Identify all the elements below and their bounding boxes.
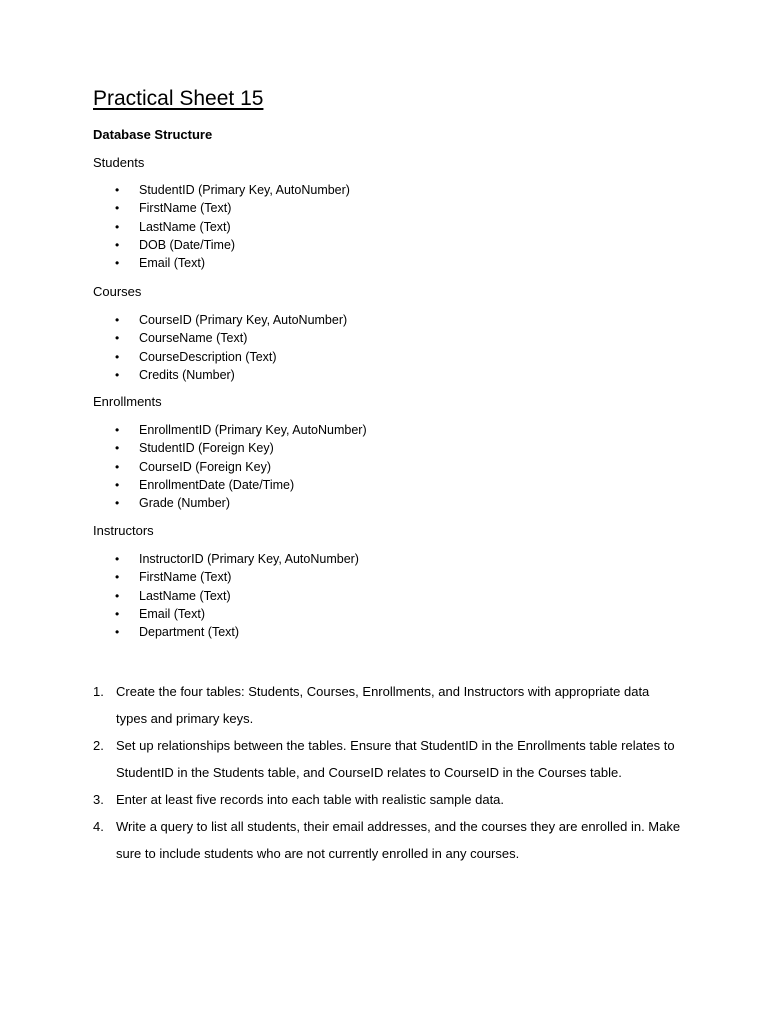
field-label: StudentID (Foreign Key) xyxy=(139,441,274,456)
field-label: LastName (Text) xyxy=(139,219,231,234)
list-item xyxy=(0,494,367,512)
field-list-students xyxy=(0,181,350,272)
bullet: • xyxy=(115,570,120,585)
bullet: • xyxy=(115,331,120,346)
field-label: Credits (Number) xyxy=(139,367,235,382)
field-label: LastName (Text) xyxy=(139,588,231,603)
list-item xyxy=(0,568,359,586)
bullet: • xyxy=(115,459,120,474)
task-text: Enter at least five records into each table with realistic sample data. xyxy=(116,792,505,807)
bullet: • xyxy=(115,201,120,216)
field-label: Email (Text) xyxy=(139,256,205,271)
field-label: CourseID (Primary Key, AutoNumber) xyxy=(139,313,348,327)
field-label: FirstName (Text) xyxy=(139,570,232,585)
field-list-enrollments xyxy=(0,421,367,512)
bullet: • xyxy=(115,256,120,271)
field-label: Department (Text) xyxy=(139,625,240,640)
task-item xyxy=(0,678,682,732)
task-number: 3. xyxy=(93,792,104,807)
table-name-enrollments: Enrollments xyxy=(93,394,162,409)
field-label: Grade (Number) xyxy=(139,496,230,511)
bullet: • xyxy=(115,423,120,437)
field-label: EnrollmentID (Primary Key, AutoNumber) xyxy=(139,423,367,437)
list-item xyxy=(0,550,359,568)
list-item xyxy=(0,348,347,366)
bullet: • xyxy=(115,552,120,566)
bullet: • xyxy=(115,183,120,197)
task-list xyxy=(0,678,768,867)
list-item xyxy=(0,439,367,457)
list-item xyxy=(0,587,359,605)
task-item xyxy=(0,786,682,813)
bullet: • xyxy=(115,496,120,511)
bullet: • xyxy=(115,606,120,621)
table-name-students: Students xyxy=(93,155,145,170)
field-label: CourseDescription (Text) xyxy=(139,349,277,364)
bullet: • xyxy=(115,588,120,603)
list-item xyxy=(0,476,367,494)
field-label: Email (Text) xyxy=(139,606,205,621)
field-label: CourseName (Text) xyxy=(139,331,248,346)
list-item xyxy=(0,311,347,329)
list-item xyxy=(0,458,367,476)
field-label: InstructorID (Primary Key, AutoNumber) xyxy=(139,552,359,566)
list-item xyxy=(0,254,350,272)
bullet: • xyxy=(115,237,120,252)
section-heading: Database Structure xyxy=(93,127,213,142)
page-title: Practical Sheet 15 xyxy=(93,87,264,110)
bullet: • xyxy=(115,367,120,382)
field-label: FirstName (Text) xyxy=(139,201,232,216)
list-item xyxy=(0,329,347,347)
task-item xyxy=(0,732,682,786)
bullet: • xyxy=(115,313,120,327)
task-number: 1. xyxy=(93,684,104,699)
field-list-courses xyxy=(0,311,347,384)
task-text: Set up relationships between the tables. Ensure that StudentID in the Enrollments table relates to StudentID in the Students table, and CourseID relates to CourseID in the Courses table. xyxy=(116,738,675,780)
list-item xyxy=(0,366,347,384)
field-list-instructors xyxy=(0,550,359,641)
table-name-instructors: Instructors xyxy=(93,523,154,538)
task-text: Write a query to list all students, their email addresses, and the courses they are enrolled in. Make sure to include students who are not currently enrolled in any courses. xyxy=(116,819,681,861)
task-text: Create the four tables: Students, Courses, Enrollments, and Instructors with appropriate data types and primary keys. xyxy=(116,684,650,726)
task-item xyxy=(0,813,682,867)
task-number: 4. xyxy=(93,819,104,834)
list-item xyxy=(0,421,367,439)
bullet: • xyxy=(115,349,120,364)
list-item xyxy=(0,181,350,199)
field-label: DOB (Date/Time) xyxy=(139,237,236,252)
bullet: • xyxy=(115,219,120,234)
list-item xyxy=(0,623,359,641)
table-name-courses: Courses xyxy=(93,284,142,299)
list-item xyxy=(0,199,350,217)
field-label: CourseID (Foreign Key) xyxy=(139,459,271,474)
list-item xyxy=(0,218,350,236)
field-label: EnrollmentDate (Date/Time) xyxy=(139,477,295,492)
list-item xyxy=(0,605,359,623)
task-number: 2. xyxy=(93,738,104,753)
bullet: • xyxy=(115,477,120,492)
bullet: • xyxy=(115,441,120,456)
field-label: StudentID (Primary Key, AutoNumber) xyxy=(139,183,350,197)
bullet: • xyxy=(115,625,120,640)
list-item xyxy=(0,236,350,254)
